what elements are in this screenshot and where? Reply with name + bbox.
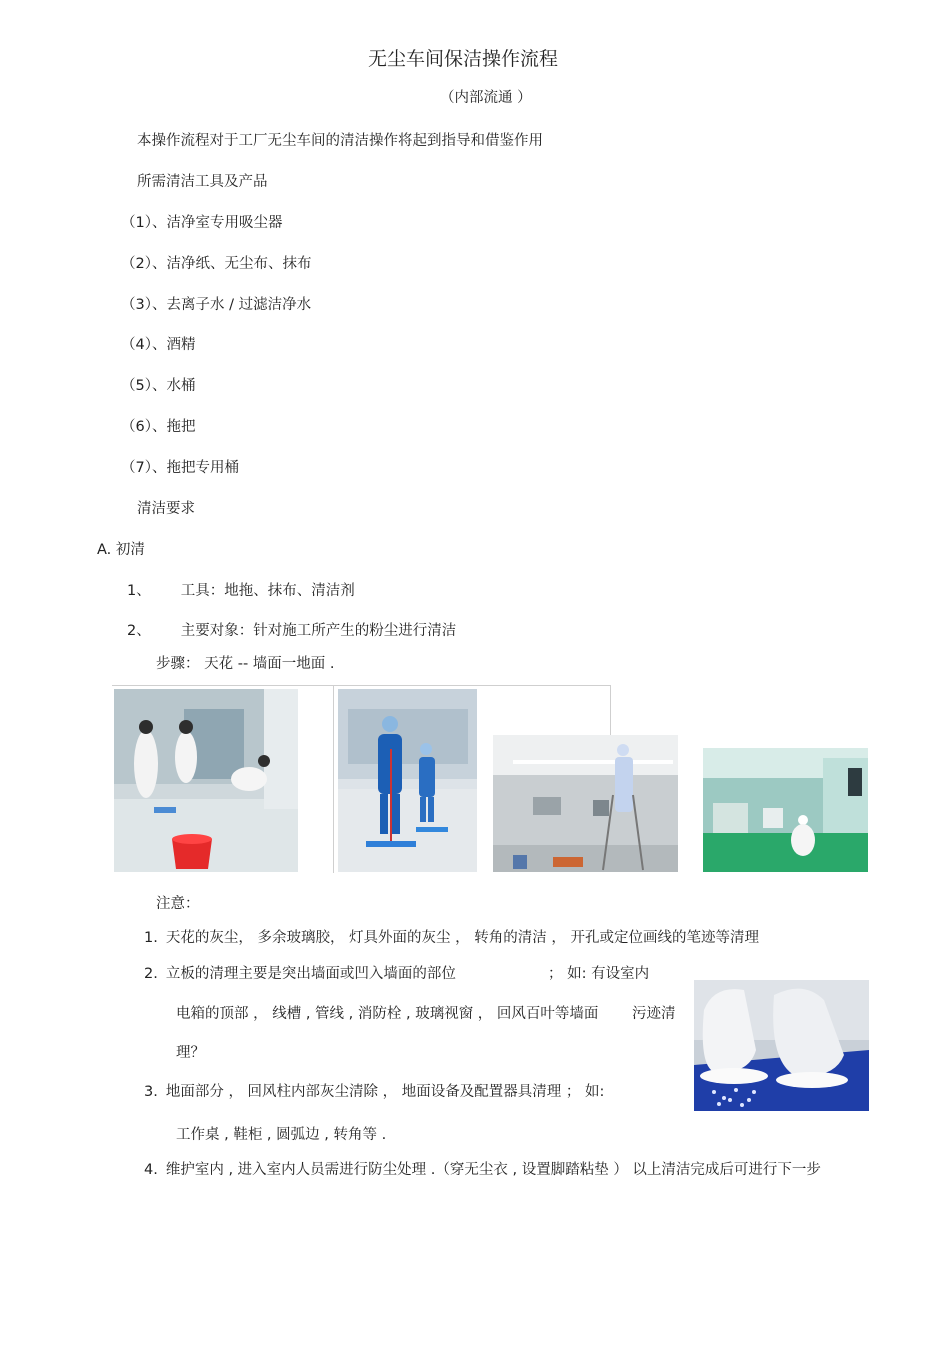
cleaning-photo-workers-wiping bbox=[114, 689, 298, 872]
step-item bbox=[127, 622, 456, 640]
list-item bbox=[121, 377, 195, 395]
page-subtitle: （内部流通 ） bbox=[440, 90, 532, 106]
note-text: 维护室内 , 进入室内人员需进行防尘处理 .（穿无尘衣 , 设置脚踏粘垫 ） 以上清洁完成后可进行下一步 bbox=[165, 1162, 821, 1178]
list-item-text: 、酒精 bbox=[151, 337, 196, 353]
note-item bbox=[144, 929, 759, 947]
requirements-heading: 清洁要求 bbox=[137, 501, 195, 517]
step-number: 1、 bbox=[127, 583, 151, 599]
cleaning-photo-wall bbox=[703, 748, 868, 872]
note-number: 2. bbox=[144, 966, 158, 982]
note-label: 注意： bbox=[156, 896, 200, 912]
note-item bbox=[144, 1083, 604, 1101]
list-item bbox=[121, 214, 282, 232]
list-item-number: （6） bbox=[121, 419, 152, 435]
photo-frame-line bbox=[610, 685, 611, 735]
note-text-continued: ； 如: 有设室内 bbox=[548, 966, 650, 982]
list-item bbox=[121, 459, 239, 477]
step-text: 工具：地拖、抹布、清洁剂 bbox=[180, 583, 355, 599]
note-text: 立板的清理主要是突出墙面或凹入墙面的部位 bbox=[165, 966, 456, 982]
note-text-continued: 污迹清 bbox=[632, 1006, 676, 1022]
intro-paragraph: 本操作流程对于工厂无尘车间的清洁操作将起到指导和借鉴作用 bbox=[137, 133, 543, 149]
note-text-line: 理？ bbox=[176, 1045, 205, 1061]
note-number: 4. bbox=[144, 1162, 158, 1178]
list-item-text: 、去离子水 / 过滤洁净水 bbox=[151, 297, 312, 313]
list-item-text: 、拖把专用桶 bbox=[151, 460, 239, 476]
photo-frame-line bbox=[333, 685, 334, 873]
list-item bbox=[121, 336, 195, 354]
list-item-number: （5） bbox=[121, 378, 152, 394]
list-item-text: 、水桶 bbox=[151, 378, 196, 394]
section-a-heading: A. 初清 bbox=[97, 542, 145, 558]
list-item-number: （2） bbox=[121, 256, 152, 272]
list-item bbox=[121, 296, 311, 314]
cleaning-photo-ceiling bbox=[493, 735, 678, 872]
note-number: 3. bbox=[144, 1084, 158, 1100]
list-item-text: 、洁净室专用吸尘器 bbox=[151, 215, 283, 231]
list-item-text: 、洁净纸、无尘布、抹布 bbox=[151, 256, 312, 272]
step-number: 2、 bbox=[127, 623, 151, 639]
note-text: 天花的灰尘， 多余玻璃胶， 灯具外面的灰尘 ， 转角的清洁 ， 开孔或定位画线的笔迹等清理 bbox=[165, 930, 759, 946]
list-item bbox=[121, 418, 195, 436]
list-item bbox=[121, 255, 311, 273]
photo-shoe-sticky-mat bbox=[694, 980, 869, 1111]
note-text: 地面部分 ， 回风柱内部灰尘清除 ， 地面设备及配置器具清理 ； 如: bbox=[165, 1084, 605, 1100]
cleaning-photo-mopping bbox=[338, 689, 477, 872]
list-item-number: （1） bbox=[121, 215, 152, 231]
note-text-line: 电箱的顶部 ， 线槽 , 管线 , 消防栓 , 玻璃视窗 ， 回风百叶等墙面 bbox=[176, 1006, 599, 1022]
step-text: 主要对象：针对施工所产生的粉尘进行清洁 bbox=[180, 623, 457, 639]
note-item bbox=[144, 1161, 821, 1179]
note-number: 1. bbox=[144, 930, 158, 946]
tools-heading: 所需清洁工具及产品 bbox=[137, 174, 268, 190]
page-title: 无尘车间保洁操作流程 bbox=[368, 48, 559, 70]
list-item-text: 、拖把 bbox=[151, 419, 196, 435]
list-item-number: （3） bbox=[121, 297, 152, 313]
procedure-line: 步骤： 天花 -- 墙面一地面 . bbox=[156, 656, 335, 672]
step-item bbox=[127, 582, 355, 600]
note-item bbox=[144, 965, 456, 983]
note-text-line: 工作桌 , 鞋柜 , 圆弧边 , 转角等 . bbox=[176, 1127, 387, 1143]
list-item-number: （4） bbox=[121, 337, 152, 353]
photo-frame-line bbox=[112, 685, 611, 686]
list-item-number: （7） bbox=[121, 460, 152, 476]
